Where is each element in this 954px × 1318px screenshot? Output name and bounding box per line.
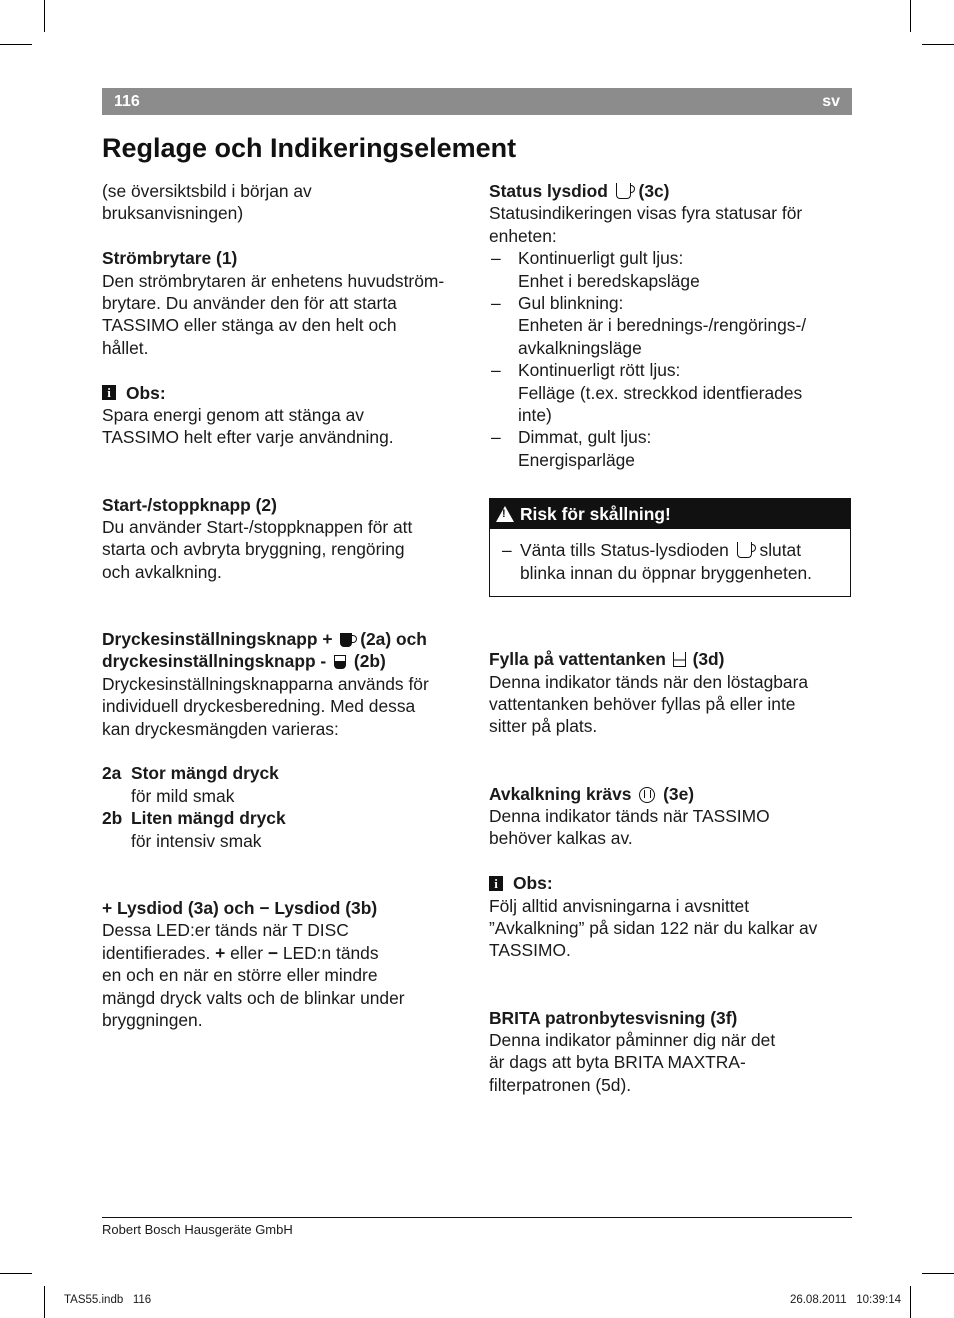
warning-title: Risk för skållning!: [520, 504, 671, 525]
list-item: [489, 247, 853, 292]
footer-rule: [102, 1217, 852, 1218]
start-stop-text: Du använder Start-/stoppknappen för att: [102, 517, 413, 538]
item-key: 2a: [102, 763, 122, 784]
heading-part: (3e): [663, 783, 695, 804]
note-text: Följ alltid anvisningarna i avsnittet: [489, 895, 750, 916]
warning-text: [520, 539, 840, 561]
start-stop-text: och avkalkning.: [102, 561, 222, 582]
brita-text: Denna indikator påminner dig när det: [489, 1029, 776, 1050]
list-item: [489, 292, 853, 359]
start-stop-text: starta och avbryta bryggning, rengöring: [102, 539, 405, 560]
crop-mark: [922, 1273, 954, 1274]
power-switch-text: brytare. Du använder den för att starta: [102, 293, 397, 314]
item-title: Stor mängd dryck: [131, 763, 279, 784]
plus-icon: +: [102, 897, 113, 918]
crop-mark: [910, 0, 911, 32]
item-line: – Dimmat, gult ljus:: [518, 427, 652, 448]
item-line: inte): [518, 405, 552, 426]
leds-text: [102, 942, 468, 964]
page-title: Reglage och Indikeringselement: [102, 133, 517, 163]
item-desc: för mild smak: [131, 785, 235, 806]
intro-line: (se översiktsbild i början av: [102, 181, 312, 201]
drink-buttons-heading: [102, 628, 468, 650]
brita-heading: BRITA patronbytesvisning (3f): [489, 1007, 738, 1028]
warning-heading: [490, 499, 850, 529]
brita-text: filterpatronen (5d).: [489, 1074, 632, 1095]
power-switch-text: Den strömbrytaren är enhetens huvudström-: [102, 270, 445, 291]
language-code: sv: [822, 93, 840, 110]
list-item: [102, 762, 468, 784]
power-switch-text: hållet.: [102, 337, 149, 358]
leds-text: en och en när en större eller mindre: [102, 965, 378, 986]
crop-mark: [0, 44, 32, 45]
status-led-text: enheten:: [489, 225, 557, 246]
item-line: Enheten är i berednings-/rengörings-/: [518, 315, 807, 336]
power-switch-text: TASSIMO eller stänga av den helt och: [102, 315, 397, 336]
list-item: [489, 426, 853, 471]
item-line: – Kontinuerligt gult ljus:: [518, 248, 684, 269]
descale-heading: [489, 783, 853, 805]
leds-heading: [102, 897, 468, 919]
warning-text: blinka innan du öppnar bryggenheten.: [520, 562, 813, 583]
heading-part: (2b): [353, 651, 386, 672]
note-label: Obs:: [513, 873, 553, 894]
warning-body: [490, 529, 850, 596]
drink-buttons-text: kan dryckesmängden varieras:: [102, 718, 339, 739]
leds-text: Dessa LED:er tänds när T DISC: [102, 920, 349, 941]
heading-part: Lysdiod (3a) och: [117, 897, 255, 918]
crop-mark: [0, 1273, 32, 1274]
heading-part: (2a) och: [360, 629, 427, 650]
large-cup-icon: [340, 633, 352, 647]
item-line: Enhet i beredskapsläge: [518, 270, 700, 291]
list-item: [500, 539, 840, 584]
crop-mark: [44, 1286, 45, 1318]
note-heading: [489, 872, 853, 894]
text-part: Vänta tills Status-lysdioden: [520, 540, 729, 561]
note-text: ”Avkalkning” på sidan 122 när du kalkar av: [489, 917, 818, 938]
item-line: Energisparläge: [518, 449, 635, 470]
item-desc: för intensiv smak: [131, 830, 262, 851]
heading-part: (3d): [692, 649, 725, 670]
warning-list: [500, 539, 840, 584]
status-list: [489, 247, 853, 471]
leds-text: mängd dryck valts och de blinkar under: [102, 987, 405, 1008]
text-part: identifierades.: [102, 942, 211, 963]
right-column: [489, 180, 853, 1096]
power-switch-heading: Strömbrytare (1): [102, 248, 238, 269]
heading-part: Dryckesinställningsknapp +: [102, 629, 333, 650]
note-heading: [102, 382, 468, 404]
drink-buttons-heading: [102, 650, 468, 672]
page-number: 116: [114, 93, 140, 110]
text-part: slutat: [759, 540, 802, 561]
water-tank-icon: [673, 652, 686, 667]
drink-buttons-text: Dryckesinställningsknapparna används för: [102, 673, 429, 694]
item-line: Felläge (t.ex. streckkod identfierades: [518, 382, 803, 403]
list-item: [102, 807, 468, 829]
small-cup-icon: [334, 655, 346, 669]
footer-company: Robert Bosch Hausgeräte GmbH: [102, 1222, 293, 1237]
crop-mark: [922, 44, 954, 45]
heading-part: (3c): [638, 181, 670, 201]
header-bar: [102, 88, 852, 115]
drink-buttons-text: individuell dryckesberedning. Med dessa: [102, 696, 416, 717]
list-item: [489, 359, 853, 426]
item-line: avkalkningsläge: [518, 337, 642, 358]
note-text: TASSIMO helt efter varje användning.: [102, 427, 394, 448]
note-text: Spara energi genom att stänga av: [102, 405, 364, 426]
text-part: LED:n tänds: [282, 942, 379, 963]
crop-mark: [910, 1286, 911, 1318]
cup-icon: [737, 542, 752, 558]
heading-part: dryckesinställningsknapp -: [102, 651, 327, 672]
item-title: Liten mängd dryck: [131, 808, 286, 829]
info-icon: i: [489, 876, 503, 891]
leds-text: bryggningen.: [102, 1009, 203, 1030]
slug-date: 26.08.2011 10:39:14: [789, 1294, 901, 1306]
minus-icon: −: [259, 897, 270, 918]
plus-icon: +: [215, 942, 226, 963]
heading-part: Fylla på vattentanken: [489, 649, 666, 670]
fill-tank-text: Denna indikator tänds när den löstagbara: [489, 671, 809, 692]
heading-part: Status lysdiod: [489, 181, 608, 201]
fill-tank-heading: [489, 648, 853, 670]
warning-triangle-icon: [496, 506, 514, 522]
brita-text: är dags att byta BRITA MAXTRA-: [489, 1052, 746, 1073]
info-icon: i: [102, 385, 116, 400]
fill-tank-text: sitter på plats.: [489, 716, 598, 737]
fill-tank-text: vattentanken behöver fyllas på eller inte: [489, 693, 796, 714]
note-label: Obs:: [126, 382, 166, 403]
slug-file: TAS55.indb 116: [64, 1294, 152, 1306]
left-column: [102, 180, 468, 1031]
start-stop-heading: Start-/stoppknapp (2): [102, 494, 277, 515]
text-part: eller: [230, 942, 263, 963]
descale-text: behöver kalkas av.: [489, 828, 633, 849]
status-led-heading: [489, 180, 853, 202]
heading-part: Lysdiod (3b): [274, 897, 378, 918]
cup-icon: [616, 183, 631, 199]
minus-icon: −: [267, 942, 278, 963]
note-text: TASSIMO.: [489, 940, 571, 961]
descale-text: Denna indikator tänds när TASSIMO: [489, 805, 770, 826]
warning-box: [489, 498, 851, 597]
crop-mark: [44, 0, 45, 32]
status-led-text: Statusindikeringen visas fyra statusar för: [489, 203, 803, 224]
descale-icon: [639, 787, 655, 803]
item-line: – Kontinuerligt rött ljus:: [518, 360, 681, 381]
heading-part: Avkalkning krävs: [489, 783, 632, 804]
item-line: – Gul blinkning:: [518, 293, 624, 314]
item-key: 2b: [102, 808, 123, 829]
intro-line: bruksanvisningen): [102, 203, 244, 224]
